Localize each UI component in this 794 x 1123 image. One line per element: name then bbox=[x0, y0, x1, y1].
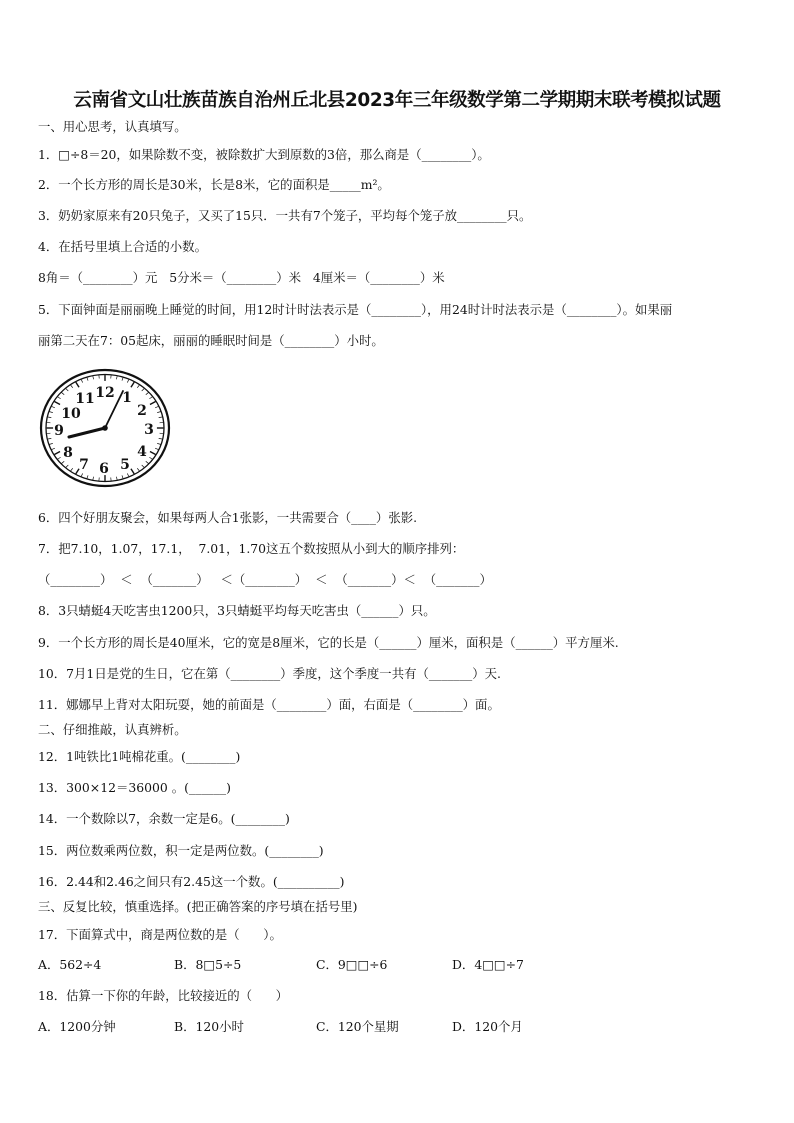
clock-tick bbox=[49, 412, 52, 413]
question-18: 18．估算一下你的年龄，比较接近的（ ） bbox=[38, 988, 289, 1003]
clock-tick bbox=[93, 376, 94, 379]
question-17: 17．下面算式中，商是两位数的是（ ）。 bbox=[38, 927, 282, 942]
question-6: 6．四个好朋友聚会，如果每两人合1张影，一共需要合（____）张影. bbox=[38, 510, 418, 525]
clock-tick bbox=[116, 477, 117, 480]
clock-tick bbox=[150, 402, 156, 405]
question-17-option-c: C．9□□÷6 bbox=[316, 957, 388, 972]
clock-tick bbox=[131, 382, 134, 387]
clock-tick bbox=[81, 380, 82, 383]
clock-tick bbox=[62, 461, 65, 463]
question-5-line-2: 丽第二天在7：05起床，丽丽的睡眠时间是（________）小时。 bbox=[38, 333, 384, 348]
question-1: 1．□÷8＝20，如果除数不变，被除数扩大到原数的3倍，那么商是（________）。 bbox=[38, 147, 490, 162]
clock-tick bbox=[87, 378, 88, 381]
clock-tick bbox=[71, 385, 73, 388]
question-17-option-d: D．4□□÷7 bbox=[452, 957, 524, 972]
clock-face-image bbox=[39, 367, 173, 489]
clock-tick bbox=[87, 475, 88, 478]
question-8: 8．3只蜻蜓4天吃害虫1200只，3只蜻蜓平均每天吃害虫（______）只。 bbox=[38, 603, 436, 618]
clock-tick bbox=[137, 468, 139, 471]
clock-tick bbox=[71, 468, 73, 471]
question-3: 3．奶奶家原来有20只兔子，又买了15只．一共有7个笼子，平均每个笼子放________只。 bbox=[38, 208, 532, 223]
section-heading-3: 三、反复比较，慎重选择。(把正确答案的序号填在括号里) bbox=[38, 899, 358, 914]
clock-tick bbox=[122, 378, 123, 381]
clock-hour-hand bbox=[69, 428, 105, 437]
clock-tick bbox=[81, 473, 82, 476]
clock-tick bbox=[66, 389, 68, 391]
clock-tick bbox=[131, 469, 134, 474]
clock-tick bbox=[142, 389, 144, 391]
question-5-line-1: 5．下面钟面是丽丽晚上睡觉的时间，用12时计时法表示是（________），用24时计时法表示是（________）。如果丽 bbox=[38, 302, 673, 317]
question-4: 4．在括号里填上合适的小数。 bbox=[38, 239, 207, 254]
section-heading-2: 二、仔细推敲，认真辨析。 bbox=[38, 722, 187, 737]
clock-tick bbox=[155, 448, 158, 449]
clock-tick bbox=[58, 397, 61, 399]
question-12: 12．1吨铁比1吨棉花重。(________) bbox=[38, 749, 241, 764]
question-11: 11．娜娜早上背对太阳玩耍，她的前面是（________）面，右面是（________）面。 bbox=[38, 697, 500, 712]
clock-tick bbox=[93, 477, 94, 480]
clock-tick bbox=[157, 443, 160, 444]
clock-number-8: 8 bbox=[63, 445, 73, 461]
clock-tick bbox=[159, 417, 162, 418]
clock-number-5: 5 bbox=[120, 457, 130, 473]
clock-tick bbox=[52, 406, 55, 407]
section-heading-1: 一、用心思考，认真填写。 bbox=[38, 119, 187, 134]
question-18-option-a: A．1200分钟 bbox=[38, 1019, 116, 1034]
clock-number-1: 1 bbox=[122, 390, 132, 406]
clock-tick bbox=[122, 475, 123, 478]
clock-center-pin bbox=[102, 425, 108, 431]
question-13: 13．300×12＝36000 。(______) bbox=[38, 780, 231, 795]
clock-tick bbox=[54, 402, 60, 405]
clock-tick bbox=[48, 438, 51, 439]
question-15: 15．两位数乘两位数，积一定是两位数。(________) bbox=[38, 843, 324, 858]
question-18-option-c: C．120个星期 bbox=[316, 1019, 399, 1034]
clock-number-3: 3 bbox=[144, 422, 154, 438]
clock-tick bbox=[62, 393, 65, 395]
page-title: 云南省文山壮族苗族自治州丘北县2023年三年级数学第二学期期末联考模拟试题 bbox=[73, 90, 721, 111]
clock-tick bbox=[142, 465, 144, 467]
question-7-blanks: （________） ＜ （_______） ＜（________） ＜ （_______）＜ （_______） bbox=[38, 572, 492, 587]
clock-number-10: 10 bbox=[61, 406, 81, 422]
question-17-option-a: A．562÷4 bbox=[38, 957, 102, 972]
clock-tick bbox=[48, 417, 51, 418]
question-10: 10．7月1日是党的生日，它在第（________）季度，这个季度一共有（_______）天. bbox=[38, 666, 501, 681]
clock-tick bbox=[155, 406, 158, 407]
clock-tick bbox=[116, 376, 117, 379]
clock-number-6: 6 bbox=[99, 461, 109, 477]
clock-tick bbox=[146, 393, 149, 395]
clock-number-11: 11 bbox=[75, 391, 95, 407]
clock-tick bbox=[66, 465, 68, 467]
clock-tick bbox=[54, 452, 60, 455]
clock-tick bbox=[137, 385, 139, 388]
question-9: 9．一个长方形的周长是40厘米，它的宽是8厘米，它的长是（______）厘米，面积是（______）平方厘米. bbox=[38, 635, 619, 650]
clock-number-9: 9 bbox=[54, 423, 64, 439]
clock-tick bbox=[150, 452, 156, 455]
clock-tick bbox=[76, 382, 79, 387]
question-16: 16．2.44和2.46之间只有2.45这一个数。(__________) bbox=[38, 874, 345, 889]
question-7: 7．把7.10，1.07，17.1， 7.01，1.70这五个数按照从小到大的顺序排列： bbox=[38, 541, 465, 556]
question-17-option-b: B．8□5÷5 bbox=[174, 957, 242, 972]
clock-tick bbox=[127, 380, 128, 383]
clock-tick bbox=[157, 412, 160, 413]
clock-tick bbox=[127, 473, 128, 476]
clock-number-12: 12 bbox=[95, 385, 115, 401]
question-14: 14．一个数除以7，余数一定是6。(________) bbox=[38, 811, 290, 826]
clock-tick bbox=[146, 461, 149, 463]
question-18-option-d: D．120个月 bbox=[452, 1019, 523, 1034]
question-4-blanks: 8角＝（________）元 5分米＝（________）米 4厘米＝（________）米 bbox=[38, 270, 445, 285]
clock-tick bbox=[149, 457, 152, 459]
clock-tick bbox=[58, 457, 61, 459]
clock-tick bbox=[52, 448, 55, 449]
question-18-option-b: B．120小时 bbox=[174, 1019, 244, 1034]
clock-tick bbox=[159, 438, 162, 439]
clock-number-4: 4 bbox=[137, 444, 147, 460]
clock-number-7: 7 bbox=[79, 457, 89, 473]
clock-tick bbox=[49, 443, 52, 444]
clock-tick bbox=[149, 397, 152, 399]
question-2: 2．一个长方形的周长是30米，长是8米，它的面积是_____m²。 bbox=[38, 177, 390, 192]
clock-number-2: 2 bbox=[137, 403, 147, 419]
